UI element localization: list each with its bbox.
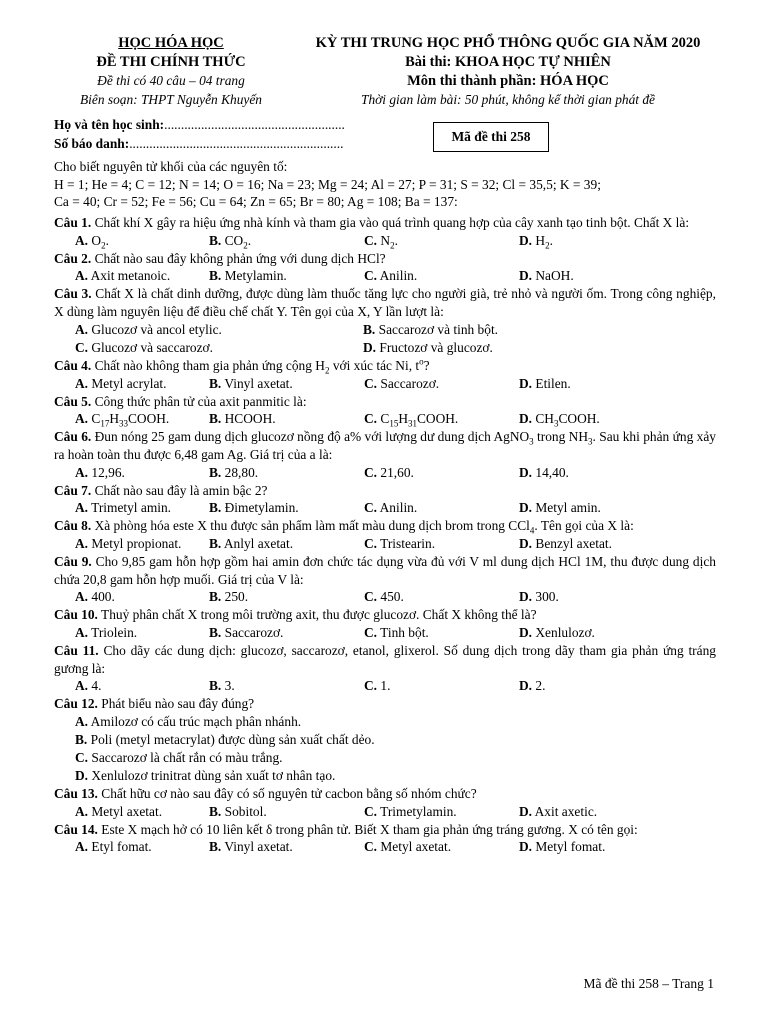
text-fragment: B. [209,375,222,391]
question-1 [54,214,716,232]
text-fragment: Câu 12. [54,696,98,712]
text-fragment: A. [75,839,89,855]
option-b[interactable] [54,731,716,749]
option-d[interactable]: D. $H_2$. [519,232,553,251]
option-b[interactable]: B. $CO_2$. [209,232,252,251]
question-4: Câu 4. Chất nào không tham gia phản ứng cộng $H_2$ với xúc tác Ni, $t^o$? [54,356,430,376]
official-label: ĐỀ THI CHÍNH THỨC [96,54,246,70]
option-d[interactable] [519,803,674,821]
text-fragment: Benzyl axetat. [535,535,612,551]
text-fragment: A. [75,535,89,551]
question-label: Câu 1. [54,215,92,231]
question-7-options [54,499,716,517]
exam-section: Bài thi: KHOA HỌC TỰ NHIÊN [405,54,611,70]
text-fragment: Fructozơ và glucozơ. [379,339,493,355]
option-a[interactable] [54,838,209,856]
option-c[interactable] [364,588,519,606]
page-count: Đề thi có 40 câu – 04 trang [97,73,245,88]
text-fragment: A. [75,375,89,391]
option-d[interactable] [519,499,674,517]
text-fragment: Metylamin. [224,268,287,284]
question-11-options [54,677,716,695]
text-fragment: B. [75,732,88,748]
text-fragment: 14,40. [535,464,569,480]
text-fragment: Câu 11. [54,643,99,658]
question-3-options-ab [54,321,716,339]
text-fragment: Glucozơ và saccarozơ. [91,339,213,355]
text-fragment: B. [363,321,376,337]
text-fragment: 12,96. [91,464,125,480]
option-b[interactable] [209,588,364,606]
text-fragment: Este X mạch hở có 10 liên kết δ trong phân tử. Biết X tham gia phản ứng tráng gương. X có tên gọi: [101,821,638,837]
exam-title: KỲ THI TRUNG HỌC PHỔ THÔNG QUỐC GIA NĂM 2020 [315,35,701,51]
option-c[interactable] [364,535,519,553]
text-fragment: C. [75,750,89,766]
option-b[interactable] [209,803,364,821]
text-fragment: Cho dãy các dung dịch: glucozơ, saccarozơ, etanol, glixerol. Số dung dịch trong dãy tham gia phản ứng tráng gương là: [54,643,716,676]
option-b[interactable] [209,838,364,856]
atomic-intro: Cho biết nguyên tử khối của các nguyên tố: [54,159,288,174]
text-fragment: 1. [380,678,391,694]
text-fragment: Đimetylamin. [224,500,299,516]
option-d[interactable] [519,838,674,856]
text-fragment: D. [519,625,533,640]
text-fragment: Chất X là chất dinh dưỡng, được dùng làm thuốc tăng lực cho người già, trẻ nhỏ và người ốm. Trong công nghiệp, X dùng làm nguyên liệu để điều chế chất Y. Tên gọi của X, Y lần lượt là: [54,286,716,320]
text-fragment: Anilin. [379,500,418,516]
student-name-row [54,116,454,135]
text-fragment: B. [209,411,222,427]
text-fragment: Saccarozơ là chất rắn có màu trắng. [91,750,283,766]
option-d[interactable] [54,767,716,785]
option-d[interactable] [519,588,674,606]
text-fragment: D. [519,411,533,427]
text-fragment: Saccarozơ. [224,625,284,640]
text-fragment: Câu 3. [54,286,92,302]
text-fragment: Metyl propionat. [91,535,182,551]
option-d[interactable] [519,267,674,285]
text-fragment: Câu 6. [54,429,92,445]
text-fragment: Xenlulozơ trinitrat dùng sản xuất tơ nhân tạo. [91,768,336,784]
option-c[interactable] [364,838,519,856]
option-b[interactable] [209,499,364,517]
header-left [46,34,296,110]
text-fragment: Saccarozơ và tinh bột. [378,321,499,337]
option-c[interactable] [364,499,519,517]
student-id-field: ................................................................ [129,136,344,151]
text-fragment: 400. [91,589,115,605]
text-fragment: C. [364,803,378,819]
text-fragment: B. [209,625,222,640]
text-fragment: B. [209,535,222,551]
option-c[interactable] [364,267,519,285]
text-fragment: A. [75,678,89,694]
text-fragment: Câu 5. [54,393,92,409]
option-c[interactable] [54,749,716,767]
text-fragment: C. [364,232,378,248]
option-c[interactable] [364,464,519,482]
option-c[interactable] [364,803,519,821]
text-fragment: NaOH. [535,268,574,284]
option-c[interactable] [364,375,519,393]
question-2 [54,250,716,268]
text-fragment: Tristearin. [380,535,436,551]
text-fragment: 450. [380,589,404,605]
text-fragment: C. [364,411,378,427]
option-b[interactable] [209,375,364,393]
text-fragment: Công thức phân tử của axit panmitic là: [94,393,307,409]
text-fragment: Cho 9,85 gam hỗn hợp gồm hai amin đơn chức tác dụng vừa đủ với V ml dung dịch HCl 1M, thu được dung dịch chứa 20,8 gam hỗn hợp muối. Giá trị của V là: [54,553,716,587]
option-a[interactable] [54,624,209,642]
text-fragment: Sobitol. [224,803,267,819]
option-c[interactable]: C. $N_2$. [364,232,398,251]
text-fragment: A. [75,268,89,284]
text-fragment: Câu 8. [54,518,92,534]
question-9 [54,553,716,588]
text-fragment: D. [519,678,533,694]
question-11 [54,642,716,677]
question-13-options [54,803,716,821]
text-fragment: Vinyl axetat. [224,839,293,855]
text-fragment: Câu 13. [54,786,98,802]
question-5-options [54,410,716,428]
question-8: Câu 8. Xà phòng hóa este X thu được sản phẩm làm mất màu dung dịch brom trong CCl$_4$. Tên gọi của X là: [54,518,634,536]
option-d[interactable] [519,624,674,642]
text-fragment: Câu 14. [54,821,98,837]
question-14-options [54,838,716,856]
text-fragment: C. [364,535,378,551]
text-fragment: B. [209,839,222,855]
text-fragment: Câu 2. [54,250,92,266]
option-a[interactable] [54,464,209,482]
text-fragment: Etilen. [535,375,571,391]
question-1-options [54,232,716,250]
text-fragment: B. [209,232,222,248]
text-fragment: C. [364,839,378,855]
text-fragment: A. [75,803,89,819]
text-fragment: Trimetylamin. [380,803,457,819]
text-fragment: Poli (metyl metacrylat) được dùng sản xuất chất dẻo. [90,732,375,748]
text-fragment: A. [75,625,89,640]
text-fragment: Chất nào sau đây là amin bậc 2? [94,482,268,498]
text-fragment: Metyl amin. [535,500,601,516]
text-fragment: D. [519,535,533,551]
text-fragment: D. [519,803,533,819]
exam-header [0,34,768,110]
text-fragment: Triolein. [91,625,138,640]
option-c[interactable]: C. $C_{15}H_{31}COOH$. [364,411,459,429]
question-4-options [54,375,716,393]
text-fragment: B. [209,500,222,516]
text-fragment: A. [75,464,89,480]
text-fragment: Anlyl axetat. [223,535,294,551]
exam-body [54,158,716,856]
student-id-label: Số báo danh: [54,136,130,151]
text-fragment: D. [519,839,533,855]
text-fragment: 250. [224,589,249,605]
question-2-options [54,267,716,285]
school-name: HỌC HÓA HỌC [118,35,224,51]
option-a[interactable] [54,713,716,731]
text-fragment: Etyl fomat. [91,839,152,855]
text-fragment: B. [209,803,222,819]
option-a[interactable] [54,535,209,553]
text-fragment: Câu 10. [54,607,98,623]
student-id-row [54,135,454,154]
question-3-options-cd [54,339,716,357]
question-12 [54,695,716,713]
text-fragment: Glucozơ và ancol etylic. [91,321,222,337]
option-d[interactable] [363,339,672,357]
text-fragment: D. [75,768,89,784]
option-a[interactable] [54,499,209,517]
exam-code-box: Mã đề thi 258 [433,122,549,152]
option-c[interactable] [364,677,519,695]
text-fragment: Metyl axetat. [380,839,452,855]
option-b[interactable] [209,464,364,482]
option-a[interactable] [54,267,209,285]
option-a[interactable] [54,375,209,393]
exam-time: Thời gian làm bài: 50 phút, không kể thời gian phát đề [361,92,655,107]
text-fragment: Câu 9. [54,553,92,569]
author: Biên soạn: THPT Nguyễn Khuyến [80,92,262,107]
option-b[interactable] [209,267,364,285]
text-fragment: D. [519,589,533,605]
text-fragment: Axit metanoic. [90,268,171,284]
option-a[interactable]: A. $O_2$. [75,232,109,251]
text-fragment: D. [519,268,533,284]
text-fragment: A. [75,714,89,730]
text-fragment: Trimetyl amin. [91,500,171,516]
option-d[interactable]: D. $CH_3COOH$. [519,411,600,429]
text-fragment: D. [519,500,533,516]
text-fragment: 28,80. [224,464,259,480]
option-a[interactable] [54,321,363,339]
question-6: Câu 6. Đun nóng 25 gam dung dịch glucozơ nồng độ a% với lượng dư dung dịch AgNO$_3$ trong $NH_3$. Sau khi phản ứng xảy ra hoàn toàn thu được 6,48 gam Ag. Giá trị của a là: [54,429,716,462]
text-fragment: Amilozơ có cấu trúc mạch phân nhánh. [90,714,302,730]
text-fragment: C. [364,625,378,640]
option-c[interactable] [54,339,363,357]
text-fragment: B. [209,678,222,694]
text-fragment: 4. [91,678,102,694]
text-fragment: Tinh bột. [380,625,429,640]
atomic-masses-line2: Ca = 40; Cr = 52; Fe = 56; Cu = 64; Zn = 65; Br = 80; Ag = 108; Ba = 137: [54,194,458,210]
text-fragment: C. [75,339,89,355]
header-right [290,34,726,110]
text-fragment: 3. [224,678,235,694]
text-fragment: Vinyl axetat. [224,375,293,391]
student-info [54,116,454,154]
option-b[interactable] [363,321,672,339]
option-c[interactable] [364,624,519,642]
text-fragment: HCOOH. [224,411,276,427]
text-fragment: Xenlulozơ. [535,625,595,640]
text-fragment: A. [75,500,89,516]
text-fragment: Phát biểu nào sau đây đúng? [101,696,255,712]
question-8-options [54,535,716,553]
option-a[interactable] [54,588,209,606]
text-fragment: Axit axetic. [534,803,598,819]
question-text: Chất khí X gây ra hiệu ứng nhà kính và tham gia vào quá trình quang hợp của cây xanh tạo tinh bột. Chất X là: [94,215,690,231]
option-d[interactable] [519,535,674,553]
text-fragment: C. [364,589,378,605]
option-b[interactable] [209,410,364,428]
option-a[interactable]: A. $C_{17}H_{33}COOH$. [75,411,170,429]
text-fragment: Chất nào sau đây không phản ứng với dung dịch HCl? [94,250,386,266]
text-fragment: D. [363,339,377,355]
option-a[interactable] [54,677,209,695]
text-fragment: A. [75,589,89,605]
question-13 [54,785,716,803]
text-fragment: B. [209,464,222,480]
option-d[interactable] [519,464,674,482]
text-fragment: C. [364,375,378,391]
question-9-options [54,588,716,606]
student-name-field: ...................................................... [164,117,345,132]
exam-subject: Môn thi thành phần: HÓA HỌC [407,73,609,89]
question-6-options [54,464,716,482]
text-fragment: B. [209,589,222,605]
text-fragment: D. [519,232,533,248]
text-fragment: Metyl fomat. [535,839,606,855]
option-a[interactable] [54,803,209,821]
text-fragment: C. [364,268,378,284]
text-fragment: Anilin. [379,268,418,284]
text-fragment: D. [519,375,533,391]
question-10-options [54,624,716,642]
text-fragment: 2. [535,678,546,694]
page-footer: Mã đề thi 258 – Trang 1 [583,976,714,991]
question-10 [54,606,716,624]
option-b[interactable] [209,677,364,695]
text-fragment: 21,60. [380,464,414,480]
text-fragment: A. [75,321,89,337]
text-fragment: A. [75,411,89,427]
text-fragment: Thuỷ phân chất X trong môi trường axit, thu được glucozơ. Chất X không thể là? [101,607,537,623]
option-d[interactable] [519,677,674,695]
text-fragment: C. [364,464,378,480]
student-name-label: Họ và tên học sinh: [54,117,165,132]
question-14 [54,821,716,839]
option-b[interactable] [209,624,364,642]
atomic-masses-line1: H = 1; He = 4; C = 12; N = 14; O = 16; Na = 23; Mg = 24; Al = 27; P = 31; S = 32; Cl = 35,5; K = 39; [54,176,601,192]
text-fragment: C. [364,678,378,694]
text-fragment: Chất hữu cơ nào sau đây có số nguyên tử cacbon bằng số nhóm chức? [101,786,477,802]
option-b[interactable] [209,535,364,553]
text-fragment: Metyl axetat. [91,803,163,819]
option-d[interactable] [519,375,674,393]
text-fragment: Câu 4. [54,357,92,373]
text-fragment: D. [519,464,533,480]
text-fragment: 300. [535,589,559,605]
question-5 [54,393,716,411]
text-fragment: Metyl acrylat. [91,375,167,391]
text-fragment: C. [364,500,378,516]
question-7 [54,482,716,500]
text-fragment: A. [75,232,89,248]
text-fragment: Câu 7. [54,482,92,498]
text-fragment: B. [209,268,222,284]
question-3 [54,285,716,320]
text-fragment: Saccarozơ. [380,375,440,391]
